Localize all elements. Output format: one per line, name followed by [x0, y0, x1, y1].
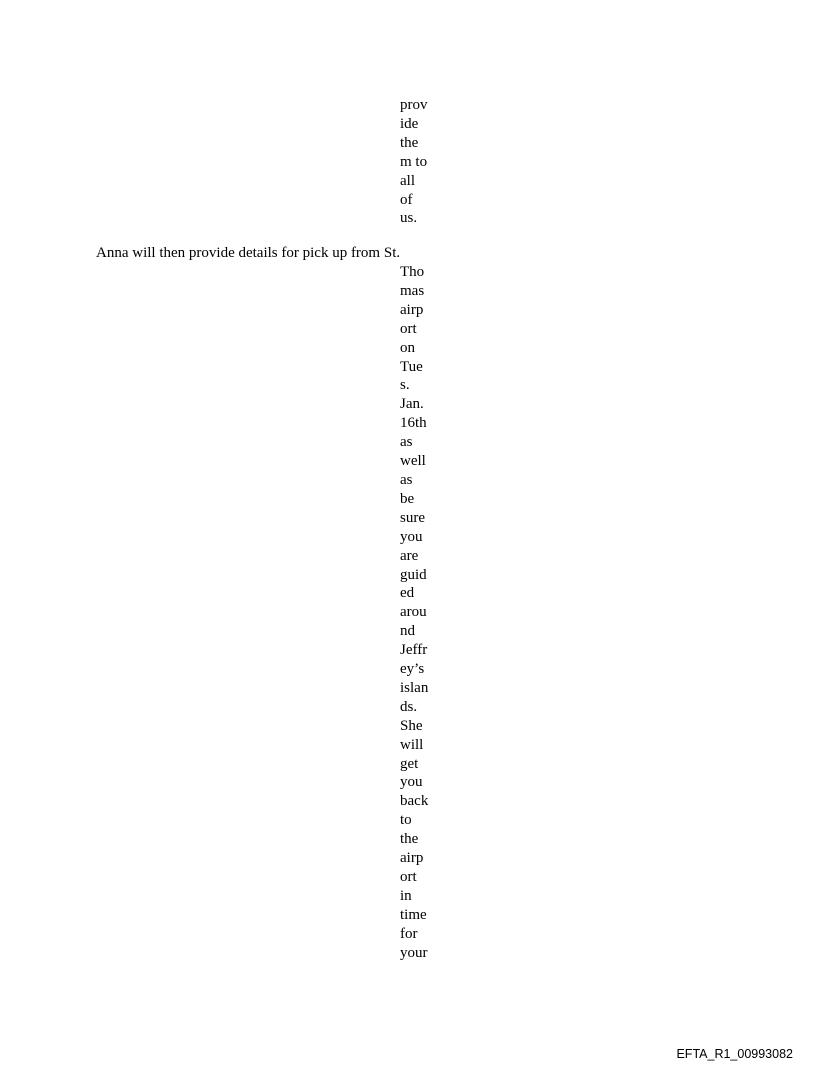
- column-text-line: Tho: [400, 264, 425, 280]
- column-text-line: time: [400, 906, 427, 923]
- column-text-line: your: [400, 944, 428, 961]
- column-text-line: ort: [400, 869, 417, 885]
- column-text-line: airp: [400, 850, 424, 867]
- column-text-line: all: [400, 172, 415, 189]
- column-text-line: airp: [400, 301, 424, 318]
- column-text-line: prov: [400, 97, 428, 113]
- column-text-line: in: [400, 887, 412, 904]
- column-text-line: ide: [400, 115, 419, 132]
- column-text-line: for: [400, 925, 418, 942]
- column-text-line: to: [400, 812, 412, 829]
- column-text-line: the: [400, 134, 419, 151]
- column-text-line: are: [400, 547, 419, 564]
- column-text-line: ey’s: [400, 661, 425, 678]
- column-text-line: be: [400, 490, 415, 507]
- column-text-line: as: [400, 471, 413, 488]
- column-text-line: you: [400, 774, 423, 791]
- column-text-line: s.: [400, 377, 410, 394]
- column-text-line: Tue: [400, 358, 423, 375]
- column-text-line: mas: [400, 282, 425, 299]
- narrow-text-column-top: [400, 96, 440, 228]
- column-text-line: ort: [400, 320, 417, 337]
- column-text-line: islan: [400, 679, 429, 696]
- column-text-line: Jeffr: [400, 642, 428, 659]
- column-text-line: Jan.: [400, 396, 424, 413]
- column-text-line: arou: [400, 604, 427, 621]
- column-text-line: the: [400, 831, 419, 848]
- column-text-line: as: [400, 434, 413, 451]
- column-text-line: guid: [400, 566, 427, 583]
- document-id-footer: EFTA_R1_00993082: [676, 1047, 793, 1061]
- column-text-line: ds.: [400, 698, 418, 715]
- body-text-line: Anna will then provide details for pick up from St.: [96, 245, 401, 261]
- column-text-line: ed: [400, 585, 415, 602]
- column-text-line: 16th: [400, 415, 427, 432]
- column-text-line: well: [400, 453, 426, 470]
- column-text-line: of: [400, 191, 413, 208]
- column-text-line: back: [400, 793, 429, 810]
- column-text-line: sure: [400, 509, 425, 526]
- column-text-line: She: [400, 717, 423, 734]
- column-text-line: nd: [400, 623, 415, 640]
- column-text-line: on: [400, 339, 415, 356]
- column-text-line: will: [400, 736, 424, 753]
- column-text-line: you: [400, 528, 423, 545]
- column-text-line: get: [400, 755, 419, 772]
- narrow-text-column-bottom: [400, 263, 440, 963]
- column-text-line: m to: [400, 153, 428, 170]
- column-text-line: us.: [400, 210, 418, 227]
